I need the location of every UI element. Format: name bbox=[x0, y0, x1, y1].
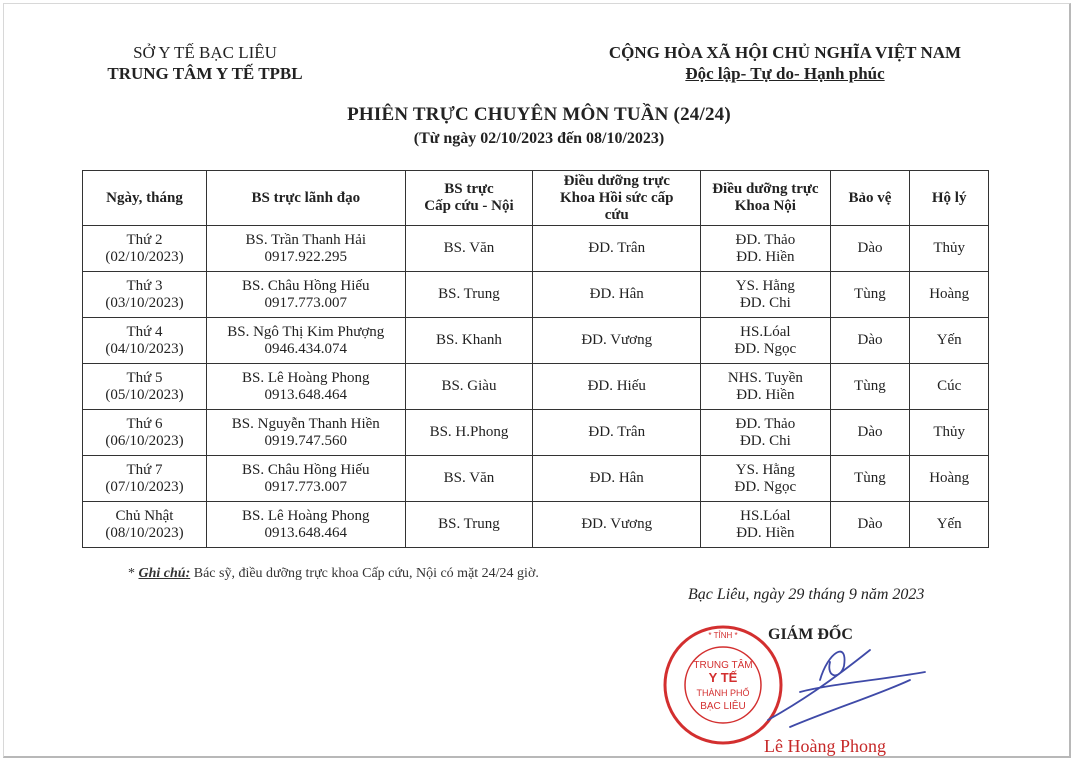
footnote-text: Bác sỹ, điều dưỡng trực khoa Cấp cứu, Nội có mặt 24/24 giờ. bbox=[193, 566, 539, 581]
table-cell bbox=[83, 318, 207, 364]
table-cell bbox=[207, 318, 406, 364]
table-cell bbox=[910, 456, 989, 502]
cell-line: (07/10/2023) bbox=[105, 478, 184, 495]
organization-name: TRUNG TÂM Y TẾ TPBL bbox=[107, 64, 303, 83]
cell-line: ĐD. Trân bbox=[588, 240, 646, 256]
table-cell bbox=[83, 364, 207, 410]
table-cell bbox=[910, 364, 989, 410]
cell-line: Thứ 5 bbox=[126, 369, 163, 386]
document-subtitle: (Từ ngày 02/10/2023 đến 08/10/2023) bbox=[413, 130, 665, 147]
table-cell bbox=[910, 226, 989, 272]
table-cell bbox=[830, 318, 910, 364]
footnote bbox=[128, 566, 539, 582]
table-row bbox=[83, 226, 989, 272]
agency-name: SỞ Y TẾ BẠC LIÊU bbox=[133, 43, 277, 62]
table-row bbox=[83, 410, 989, 456]
table-cell bbox=[830, 364, 910, 410]
cell-line: ĐD. Chi bbox=[739, 432, 791, 449]
table-cell bbox=[830, 226, 910, 272]
cell-line: BS. Khanh bbox=[436, 332, 502, 348]
signing-date: Bạc Liêu, ngày 29 tháng 9 năm 2023 bbox=[688, 586, 925, 603]
table-cell bbox=[533, 456, 701, 502]
cell-line: ĐD. Trân bbox=[588, 424, 646, 440]
header-cell: Điều dưỡng trực Khoa Hồi sức cấp cứu bbox=[533, 171, 701, 226]
cell-line: ĐD. Thảo bbox=[735, 231, 796, 248]
cell-line: Thủy bbox=[933, 240, 966, 256]
table-cell bbox=[83, 456, 207, 502]
table-header-row bbox=[83, 171, 989, 226]
cell-line: BS. Nguyễn Thanh Hiền bbox=[231, 415, 380, 432]
table-cell bbox=[207, 410, 406, 456]
table-cell bbox=[701, 272, 830, 318]
signer-name: Lê Hoàng Phong bbox=[764, 736, 886, 756]
cell-line: (02/10/2023) bbox=[105, 248, 184, 265]
cell-line: ĐD. Thảo bbox=[735, 415, 796, 432]
cell-line: Thứ 2 bbox=[126, 231, 163, 248]
table-row bbox=[83, 318, 989, 364]
cell-line: BS. Châu Hồng Hiếu bbox=[242, 461, 370, 478]
cell-line: Thứ 3 bbox=[126, 277, 163, 294]
cell-line: ĐD. Vương bbox=[581, 516, 653, 532]
cell-line: (04/10/2023) bbox=[105, 340, 184, 357]
cell-line: 0919.747.560 bbox=[264, 432, 348, 449]
header-left bbox=[60, 42, 350, 84]
table-cell bbox=[910, 318, 989, 364]
svg-text:BẠC LIÊU: BẠC LIÊU bbox=[700, 701, 746, 712]
cell-line: 0946.434.074 bbox=[264, 340, 348, 357]
table-cell bbox=[207, 364, 406, 410]
header-cell: BS trực lãnh đạo bbox=[207, 171, 406, 226]
table-cell bbox=[701, 226, 830, 272]
table-cell bbox=[830, 410, 910, 456]
table-cell bbox=[830, 502, 910, 548]
cell-line: ĐD. Chi bbox=[739, 294, 791, 311]
cell-line: 0913.648.464 bbox=[264, 524, 348, 541]
table-cell bbox=[830, 456, 910, 502]
table-cell bbox=[405, 456, 533, 502]
cell-line: BS. Lê Hoàng Phong bbox=[242, 507, 370, 524]
table-cell bbox=[405, 318, 533, 364]
cell-line: Thứ 6 bbox=[126, 415, 163, 432]
cell-line: 0917.922.295 bbox=[264, 248, 348, 265]
cell-line: Dào bbox=[857, 516, 883, 532]
cell-line: Tùng bbox=[854, 286, 886, 302]
cell-line: Tùng bbox=[854, 378, 886, 394]
header-cell: Bảo vệ bbox=[830, 171, 910, 226]
svg-text:THÀNH PHỐ: THÀNH PHỐ bbox=[696, 688, 750, 698]
table-cell bbox=[83, 410, 207, 456]
cell-line: ĐD. Hiếu bbox=[587, 378, 646, 394]
cell-line: Dào bbox=[857, 424, 883, 440]
table-cell bbox=[701, 318, 830, 364]
cell-line: 0913.648.464 bbox=[264, 386, 348, 403]
table-cell bbox=[701, 456, 830, 502]
cell-line: (05/10/2023) bbox=[105, 386, 184, 403]
table-cell bbox=[533, 272, 701, 318]
table-cell bbox=[701, 502, 830, 548]
cell-line: YS. Hằng bbox=[735, 277, 795, 294]
cell-line: Hoàng bbox=[929, 286, 970, 302]
cell-line: 0917.773.007 bbox=[264, 294, 348, 311]
cell-line: BS. Văn bbox=[443, 470, 495, 486]
cell-line: BS. Văn bbox=[443, 240, 495, 256]
table-row bbox=[83, 364, 989, 410]
cell-line: ĐD. Ngọc bbox=[734, 478, 797, 495]
table-cell bbox=[83, 272, 207, 318]
cell-line: ĐD. Hiền bbox=[736, 248, 795, 265]
cell-line: HS.Lóal bbox=[740, 323, 791, 340]
cell-line: BS. Trần Thanh Hải bbox=[245, 231, 367, 248]
cell-line: BS. Trung bbox=[438, 286, 500, 302]
cell-line: BS. Châu Hồng Hiếu bbox=[242, 277, 370, 294]
cell-line: 0917.773.007 bbox=[264, 478, 348, 495]
table-cell bbox=[405, 502, 533, 548]
cell-line: YS. Hằng bbox=[735, 461, 795, 478]
table-cell bbox=[533, 318, 701, 364]
cell-line: ĐD. Ngọc bbox=[734, 340, 797, 357]
table-cell bbox=[83, 502, 207, 548]
document-title: PHIÊN TRỰC CHUYÊN MÔN TUẦN (24/24) bbox=[347, 104, 731, 125]
table-cell bbox=[910, 272, 989, 318]
cell-line: ĐD. Hân bbox=[589, 286, 644, 302]
cell-line: Dào bbox=[857, 240, 883, 256]
table-cell bbox=[405, 410, 533, 456]
table-cell bbox=[83, 226, 207, 272]
cell-line: ĐD. Hiền bbox=[736, 524, 795, 541]
table-cell bbox=[405, 272, 533, 318]
cell-line: BS. Lê Hoàng Phong bbox=[242, 369, 370, 386]
cell-line: BS. Trung bbox=[438, 516, 500, 532]
national-motto: Độc lập- Tự do- Hạnh phúc bbox=[685, 64, 885, 83]
cell-line: Thứ 4 bbox=[126, 323, 163, 340]
cell-line: Yến bbox=[936, 516, 962, 532]
table-cell bbox=[405, 226, 533, 272]
footnote-label: Ghi chú: bbox=[138, 566, 191, 581]
table-cell bbox=[207, 272, 406, 318]
table-cell bbox=[207, 456, 406, 502]
svg-text:* TỈNH *: * TỈNH * bbox=[708, 631, 738, 640]
handwritten-signature bbox=[760, 632, 930, 732]
cell-line: ĐD. Hiền bbox=[736, 386, 795, 403]
header-cell: Hộ lý bbox=[910, 171, 989, 226]
cell-line: NHS. Tuyền bbox=[727, 369, 803, 386]
header-cell: Điều dưỡng trực Khoa Nội bbox=[701, 171, 830, 226]
cell-line: Hoàng bbox=[929, 470, 970, 486]
table-cell bbox=[701, 410, 830, 456]
table-cell bbox=[701, 364, 830, 410]
cell-line: Dào bbox=[857, 332, 883, 348]
cell-line: (03/10/2023) bbox=[105, 294, 184, 311]
table-cell bbox=[533, 502, 701, 548]
table-cell bbox=[533, 410, 701, 456]
table-row bbox=[83, 456, 989, 502]
table-row bbox=[83, 272, 989, 318]
svg-text:Y TẾ: Y TẾ bbox=[708, 670, 738, 685]
cell-line: Chủ Nhật bbox=[115, 507, 174, 524]
header-cell: BS trực Cấp cứu - Nội bbox=[405, 171, 533, 226]
header-right bbox=[560, 42, 1010, 84]
cell-line: BS. Giàu bbox=[441, 378, 497, 394]
cell-line: ĐD. Vương bbox=[581, 332, 653, 348]
table-cell bbox=[533, 364, 701, 410]
table-cell bbox=[207, 226, 406, 272]
cell-line: ĐD. Hân bbox=[589, 470, 644, 486]
duty-schedule-table bbox=[82, 170, 989, 548]
director-title: GIÁM ĐỐC bbox=[768, 626, 853, 643]
cell-line: BS. Ngô Thị Kim Phượng bbox=[227, 323, 385, 340]
table-cell bbox=[405, 364, 533, 410]
cell-line: BS. H.Phong bbox=[429, 424, 509, 440]
cell-line: Tùng bbox=[854, 470, 886, 486]
country-name: CỘNG HÒA XÃ HỘI CHỦ NGHĨA VIỆT NAM bbox=[608, 43, 962, 62]
svg-text:TRUNG TÂM: TRUNG TÂM bbox=[693, 660, 753, 671]
cell-line: (06/10/2023) bbox=[105, 432, 184, 449]
table-cell bbox=[207, 502, 406, 548]
cell-line: Yến bbox=[936, 332, 962, 348]
cell-line: HS.Lóal bbox=[740, 507, 791, 524]
table-cell bbox=[910, 502, 989, 548]
table-cell bbox=[533, 226, 701, 272]
table-cell bbox=[910, 410, 989, 456]
header-cell: Ngày, tháng bbox=[83, 171, 207, 226]
table-row bbox=[83, 502, 989, 548]
cell-line: Thủy bbox=[933, 424, 966, 440]
table-cell bbox=[830, 272, 910, 318]
cell-line: Cúc bbox=[937, 378, 962, 394]
cell-line: Thứ 7 bbox=[126, 461, 163, 478]
cell-line: (08/10/2023) bbox=[105, 524, 184, 541]
footnote-bullet: * bbox=[128, 566, 135, 581]
